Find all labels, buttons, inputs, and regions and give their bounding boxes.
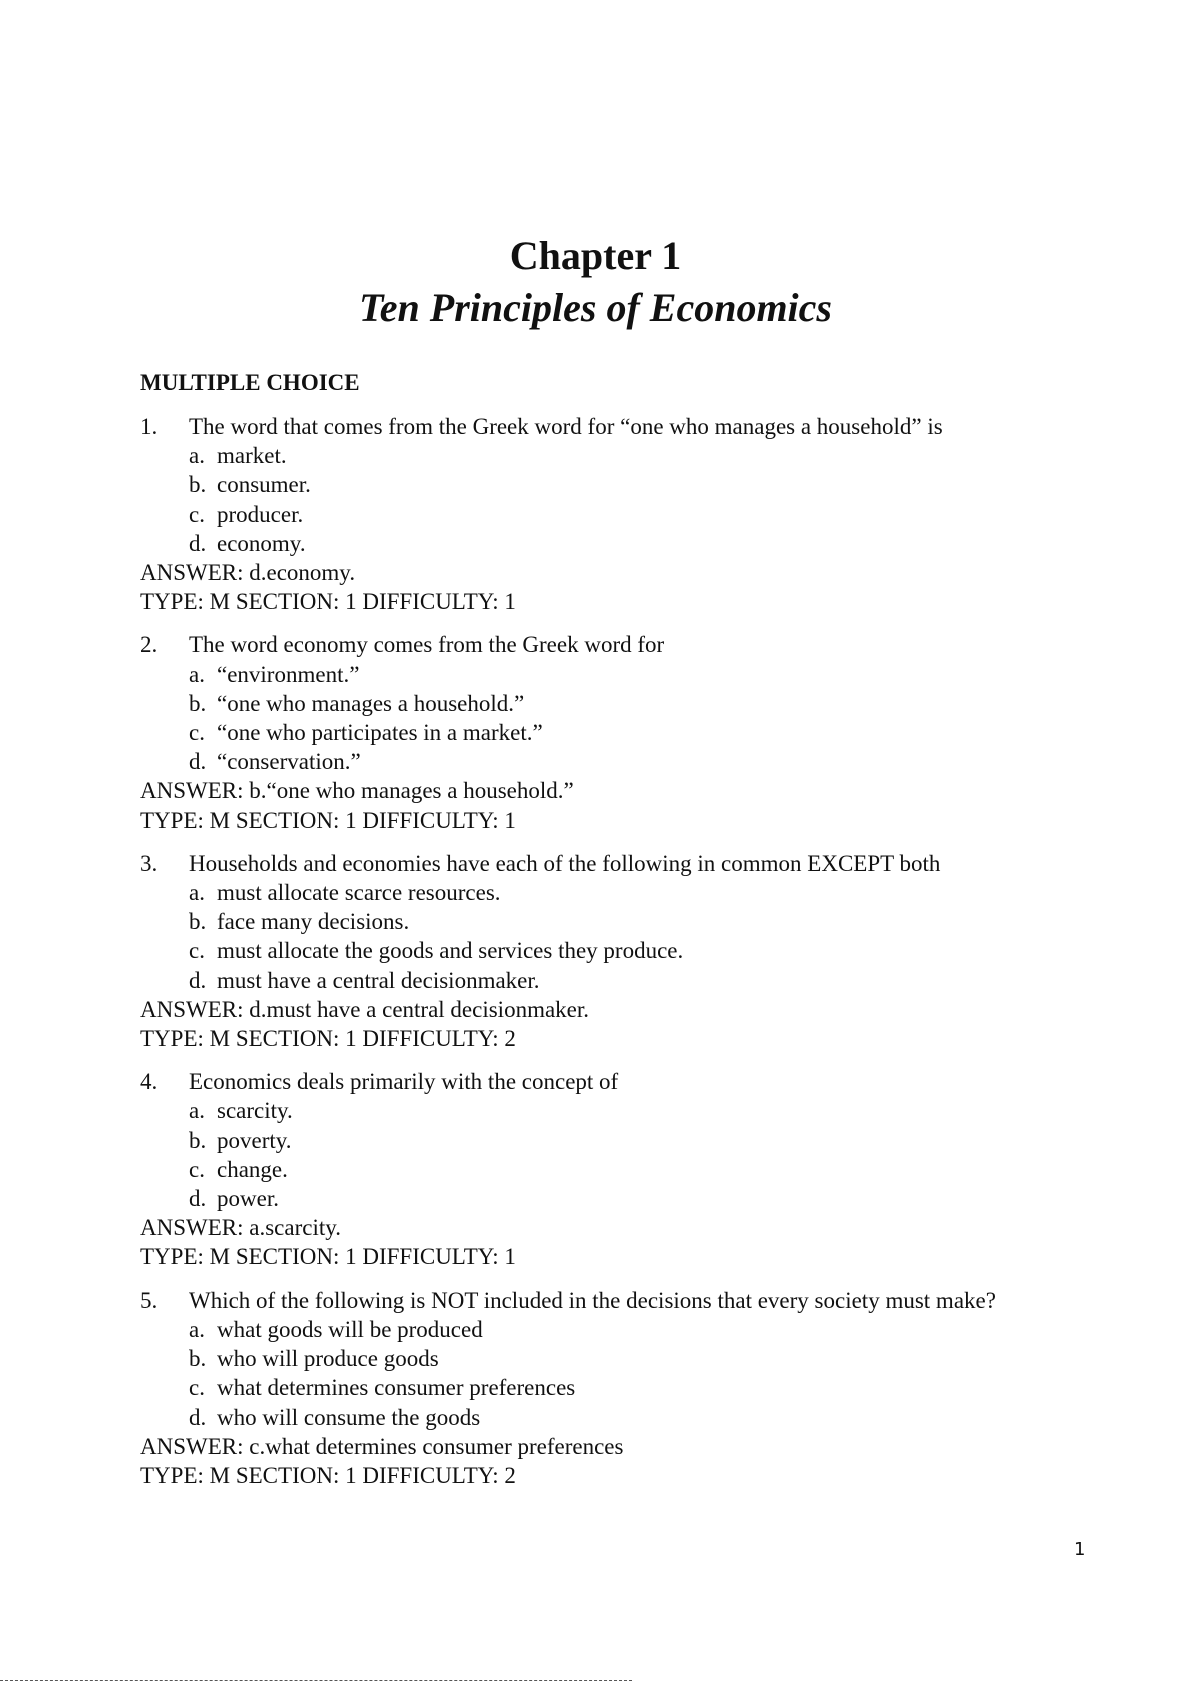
option-b <box>189 689 1140 718</box>
option-b <box>189 907 1140 936</box>
option-d <box>189 747 1140 776</box>
question-number: 4. <box>140 1069 158 1095</box>
option-text: change. <box>217 1156 288 1182</box>
option-a <box>189 1315 1140 1344</box>
option-text: “environment.” <box>217 661 360 687</box>
option-letter: c. <box>189 1375 205 1401</box>
question-stem: The word that comes from the Greek word for “one who manages a household” is <box>189 414 943 439</box>
option-text: must have a central decisionmaker. <box>217 967 540 993</box>
question-number: 3. <box>140 850 158 876</box>
answer-line: ANSWER: d.must have a central decisionmaker. <box>140 996 590 1022</box>
option-text: who will produce goods <box>217 1346 439 1372</box>
option-letter: a. <box>189 1316 205 1342</box>
answer-line: ANSWER: b.“one who manages a household.” <box>140 778 574 804</box>
option-c <box>189 1373 1140 1402</box>
chapter-number: Chapter 1 <box>509 233 682 278</box>
option-letter: b. <box>189 690 207 716</box>
chapter-subtitle: Ten Principles of Economics <box>359 285 832 330</box>
answer-line: ANSWER: a.scarcity. <box>140 1215 341 1241</box>
option-a <box>189 1096 1140 1125</box>
option-c <box>189 1155 1140 1184</box>
question-1 <box>140 412 1140 616</box>
option-letter: d. <box>189 967 207 993</box>
question-5 <box>140 1286 1140 1490</box>
option-letter: b. <box>189 1346 207 1372</box>
option-text: “one who manages a household.” <box>217 690 525 716</box>
option-a <box>189 660 1140 689</box>
option-letter: a. <box>189 443 205 469</box>
option-a <box>189 441 1140 470</box>
meta-line: TYPE: M SECTION: 1 DIFFICULTY: 2 <box>140 1462 516 1488</box>
section-heading: MULTIPLE CHOICE <box>140 370 360 395</box>
question-4 <box>140 1067 1140 1271</box>
option-text: economy. <box>217 530 306 556</box>
option-letter: c. <box>189 501 205 527</box>
option-c <box>189 500 1140 529</box>
option-letter: d. <box>189 1186 207 1212</box>
option-text: “conservation.” <box>217 749 361 775</box>
option-d <box>189 1184 1140 1213</box>
option-c <box>189 718 1140 747</box>
question-stem: Households and economies have each of the following in common EXCEPT both <box>189 850 941 876</box>
option-text: poverty. <box>217 1127 292 1153</box>
option-c <box>189 936 1140 965</box>
option-letter: c. <box>189 720 205 746</box>
question-number: 5. <box>140 1287 158 1313</box>
option-b <box>189 1126 1140 1155</box>
question-number: 2. <box>140 632 158 658</box>
option-d <box>189 1403 1140 1432</box>
option-letter: b. <box>189 472 207 498</box>
option-letter: d. <box>189 1404 207 1430</box>
option-text: producer. <box>217 501 304 527</box>
question-2 <box>140 630 1140 834</box>
option-letter: c. <box>189 938 205 964</box>
option-letter: d. <box>189 530 207 556</box>
page-number: 1 <box>1074 1539 1086 1560</box>
option-text: scarcity. <box>217 1098 293 1124</box>
option-letter: d. <box>189 749 207 775</box>
option-letter: c. <box>189 1156 205 1182</box>
option-text: power. <box>217 1186 279 1212</box>
question-stem: The word economy comes from the Greek word for <box>189 632 665 658</box>
answer-line: ANSWER: d.economy. <box>140 560 356 586</box>
option-letter: a. <box>189 661 205 687</box>
meta-line: TYPE: M SECTION: 1 DIFFICULTY: 1 <box>140 1244 516 1270</box>
option-text: what goods will be produced <box>217 1316 483 1342</box>
meta-line: TYPE: M SECTION: 1 DIFFICULTY: 1 <box>140 807 516 833</box>
option-a <box>189 878 1140 907</box>
option-text: consumer. <box>217 472 311 498</box>
question-number: 1. <box>140 414 158 439</box>
question-list <box>140 412 1140 1504</box>
question-stem: Which of the following is NOT included in the decisions that every society must make? <box>189 1287 996 1313</box>
option-text: must allocate scarce resources. <box>217 880 501 906</box>
question-stem: Economics deals primarily with the concept of <box>189 1069 619 1095</box>
answer-line: ANSWER: c.what determines consumer preferences <box>140 1433 624 1459</box>
option-text: what determines consumer preferences <box>217 1375 576 1401</box>
footer-divider <box>0 1680 632 1681</box>
option-b <box>189 470 1140 499</box>
option-b <box>189 1344 1140 1373</box>
option-d <box>189 966 1140 995</box>
option-d <box>189 529 1140 558</box>
option-text: who will consume the goods <box>217 1404 481 1430</box>
option-text: must allocate the goods and services they produce. <box>217 938 684 964</box>
option-letter: a. <box>189 880 205 906</box>
meta-line: TYPE: M SECTION: 1 DIFFICULTY: 2 <box>140 1026 516 1052</box>
meta-line: TYPE: M SECTION: 1 DIFFICULTY: 1 <box>140 589 516 615</box>
option-letter: b. <box>189 1127 207 1153</box>
option-letter: a. <box>189 1098 205 1124</box>
option-text: face many decisions. <box>217 909 410 935</box>
option-letter: b. <box>189 909 207 935</box>
question-3 <box>140 849 1140 1053</box>
option-text: market. <box>217 443 287 469</box>
option-text: “one who participates in a market.” <box>217 720 543 746</box>
